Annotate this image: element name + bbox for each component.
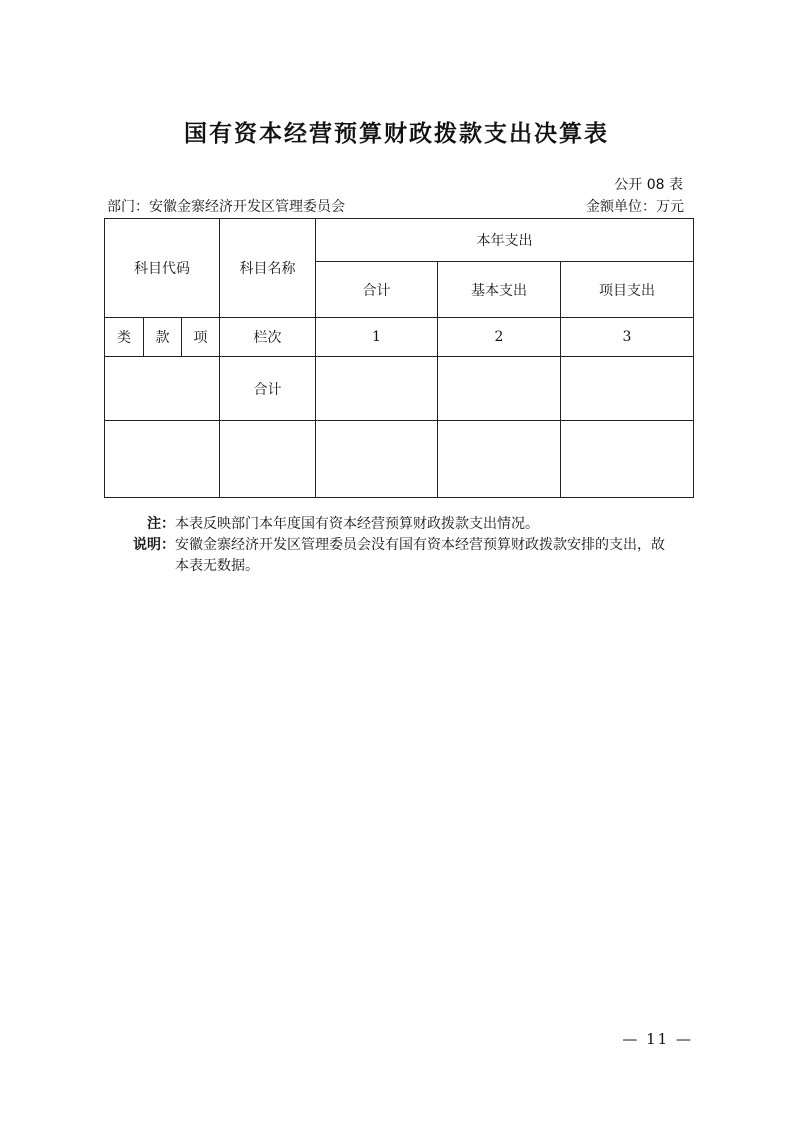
subheader-col-3: 3 (561, 318, 694, 357)
page-number: — 11 — (622, 1030, 693, 1048)
empty-row-name (220, 421, 316, 498)
note-line (140, 514, 700, 535)
subheader-col-2: 2 (438, 318, 561, 357)
total-row-project (561, 357, 694, 421)
header-project: 项目支出 (561, 262, 694, 318)
form-number: 公开 08 表 (614, 177, 683, 193)
empty-row-code (105, 421, 220, 498)
header-name: 科目名称 (220, 219, 316, 318)
empty-row-total (316, 421, 438, 498)
total-row-code (105, 357, 220, 421)
total-row-label: 合计 (220, 357, 316, 421)
explanation-text: 安徽金寨经济开发区管理委员会没有国有资本经营预算财政拨款安排的支出，故本表无数据。 (175, 537, 665, 574)
note-text: 本表反映部门本年度国有资本经营预算财政拨款支出情况。 (175, 516, 539, 532)
department-label: 部门：安徽金寨经济开发区管理委员会 (107, 199, 345, 215)
subheader-class: 类 (105, 318, 144, 357)
empty-row-project (561, 421, 694, 498)
page-title: 国有资本经营预算财政拨款支出决算表 (184, 120, 609, 147)
subheader-section: 款 (144, 318, 182, 357)
notes-section (133, 514, 700, 577)
subheader-col-1: 1 (316, 318, 438, 357)
header-code: 科目代码 (105, 219, 220, 318)
unit-label: 金额单位：万元 (586, 199, 684, 215)
budget-table (104, 218, 694, 498)
explanation-label: 说明： (133, 537, 175, 553)
header-basic: 基本支出 (438, 262, 561, 318)
total-row-basic (438, 357, 561, 421)
meta-row (107, 196, 684, 216)
empty-row-basic (438, 421, 561, 498)
header-total: 合计 (316, 262, 438, 318)
note-label: 注： (147, 516, 175, 532)
subheader-item: 项 (182, 318, 220, 357)
subheader-column: 栏次 (220, 318, 316, 357)
header-current-year: 本年支出 (316, 219, 694, 262)
total-row-total (316, 357, 438, 421)
explanation-line (126, 535, 700, 577)
